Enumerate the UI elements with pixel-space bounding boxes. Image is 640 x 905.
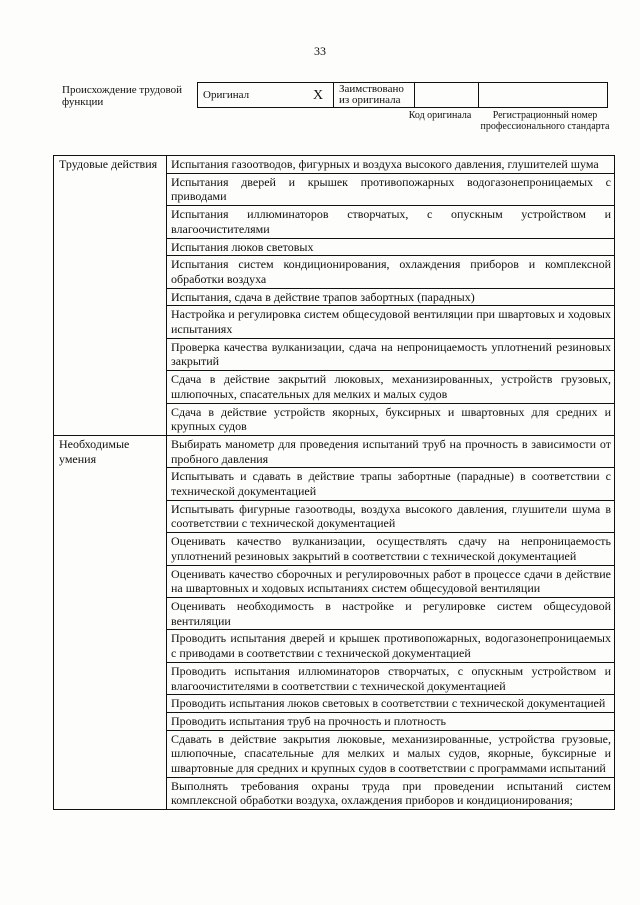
page-number: 33	[314, 44, 326, 58]
table-cell: Проводить испытания иллюминаторов створчатых, с опускным устройством и влагоочистителями в соответствии с технической документацией	[167, 662, 615, 694]
table-cell: Испытания систем кондиционирования, охлаждения приборов и комплексной обработки воздуха	[167, 256, 615, 288]
reg-caption: Регистрационный номер профессионального стандарта	[480, 110, 610, 132]
origin-table	[197, 82, 608, 108]
table-cell: Сдавать в действие закрытия люковые, механизированные, устройства грузовые, шлюпочные, спасательные для мелких и малых судов, якорные, буксирные и швартовные для средних и крупных судов в соответствии с программами испытаний	[167, 730, 615, 777]
table-cell: Оценивать качество вулканизации, осуществлять сдачу на непроницаемость уплотнений резиновых закрытий в соответствии с технической документацией	[167, 533, 615, 565]
table-cell: Испытания дверей и крышек противопожарных водогазонепроницаемых с приводами	[167, 173, 615, 205]
table-cell: Испытания люков световых	[167, 238, 615, 256]
table-cell: Проводить испытания люков световых в соответствии с технической документацией	[167, 695, 615, 713]
origin-label: Происхождение трудовой функции	[62, 84, 183, 108]
table-row	[54, 435, 615, 467]
reg-number-cell	[479, 83, 608, 108]
table-cell: Настройка и регулировка систем общесудовой вентиляции при швартовых и ходовых испытаниях	[167, 306, 615, 338]
table-cell: Оценивать необходимость в настройке и регулировке систем общесудовой вентиляции	[167, 597, 615, 629]
table-cell: Проверка качества вулканизации, сдача на непроницаемость уплотнений резиновых закрытий	[167, 338, 615, 370]
borrowed-label: Заимствовано из оригинала	[334, 83, 415, 108]
table-cell: Сдача в действие устройств якорных, буксирных и швартовных для средних и крупных судов	[167, 403, 615, 435]
table-cell: Оценивать качество сборочных и регулировочных работ в процессе сдачи в действие на швартовных и ходовых испытаниях систем общесудовой вентиляции	[167, 565, 615, 597]
table-cell: Выбирать манометр для проведения испытаний труб на прочность в зависимости от пробного давления	[167, 435, 615, 467]
table-cell: Испытания газоотводов, фигурных и воздуха высокого давления, глушителей шума	[167, 156, 615, 174]
table-cell: Выполнять требования охраны труда при проведении испытаний систем комплексной обработки воздуха, охлаждения приборов и кондиционирования;	[167, 777, 615, 809]
table-cell: Испытывать и сдавать в действие трапы забортные (парадные) в соответствии с технической документацией	[167, 468, 615, 500]
table-cell: Испытания иллюминаторов створчатых, с опускным устройством и влагоочистителями	[167, 206, 615, 238]
table-cell: Проводить испытания труб на прочность и плотность	[167, 712, 615, 730]
table-cell: Испытания, сдача в действие трапов забортных (парадных)	[167, 288, 615, 306]
table-cell: Сдача в действие закрытий люковых, механизированных, устройств грузовых, шлюпочных, спасательных для мелких и малых судов	[167, 371, 615, 403]
table-cell: Проводить испытания дверей и крышек противопожарных, водогазонепроницаемых с приводами в соответствии с технической документацией	[167, 630, 615, 662]
table-cell: Испытывать фигурные газоотводы, воздуха высокого давления, глушители шума в соответствии с технической документацией	[167, 500, 615, 532]
table-row	[54, 156, 615, 174]
original-label: Оригинал	[198, 83, 304, 108]
code-cell	[415, 83, 479, 108]
section-title: Трудовые действия	[54, 156, 167, 436]
function-table	[53, 155, 615, 810]
section-title: Необходимые умения	[54, 435, 167, 809]
code-caption: Код оригинала	[408, 110, 472, 121]
original-mark: X	[303, 83, 334, 108]
